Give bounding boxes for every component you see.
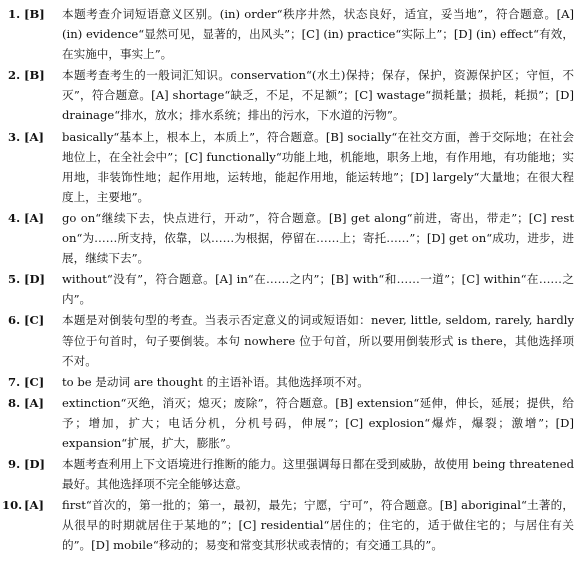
item-number: 6. bbox=[8, 313, 21, 328]
item-explanation: first“首次的，第一批的；第一，最初，最先；宁愿，宁可”，符合题意。[B] aboriginal“土著的，从很早的时期就居住于某地的”；[C] residential“居住的；住宅的，适于做住宅的；与居住有关的”。[D] mobile“移动的；易变和常变其形状或表情的；有交通工具的”。 bbox=[62, 498, 574, 553]
item-answer: [A] bbox=[24, 498, 44, 513]
item-explanation: basically“基本上，根本上，本质上”，符合题意。[B] socially“在社交方面，善于交际地；在社会地位上，在全社会中”；[C] functionally“功能上地，机能地，职务上地，有作用地，有功能地；实用地，非装饰性地；起作用地，运转地，能起作用地，能运转地”；[D] largely“大量地；在很大程度上，主要地”。 bbox=[62, 129, 574, 204]
item-number: 10. bbox=[2, 498, 23, 513]
answer-item-5 bbox=[6, 269, 574, 309]
answer-item-3 bbox=[6, 127, 574, 207]
item-answer: [B] bbox=[24, 68, 45, 83]
item-answer: [B] bbox=[24, 7, 45, 21]
answer-item-1 bbox=[6, 4, 574, 64]
item-number: 5. bbox=[8, 272, 21, 287]
item-number: 1. bbox=[8, 7, 21, 21]
item-explanation: 本题考查介词短语意义区别。(in) order“秩序井然，状态良好，适宜，妥当地”，符合题意。[A] (in) evidence“显然可见，显著的，出风头”；[C] (in) practice“实际上”；[D] (in) effect“有效，在实施中，事实上”。 bbox=[62, 7, 574, 62]
answer-explanations bbox=[2, 4, 574, 557]
item-number: 9. bbox=[8, 457, 21, 472]
item-explanation: to be 是动词 are thought 的主语补语。其他选择项不对。 bbox=[62, 374, 369, 389]
item-answer: [A] bbox=[24, 210, 44, 225]
item-number: 4. bbox=[8, 210, 21, 225]
item-explanation: 本题是对倒装句型的考查。当表示否定意义的词或短语如：never, little, seldom, rarely, hardly 等位于句首时，句子要倒装。本句 nowhere 位于句首，所以要用倒装形式 is there，其他选择项不对。 bbox=[62, 313, 574, 368]
answer-item-6 bbox=[6, 310, 574, 370]
item-answer: [C] bbox=[24, 374, 45, 389]
item-answer: [A] bbox=[24, 129, 44, 144]
answer-item-7 bbox=[6, 372, 574, 392]
answer-item-9 bbox=[6, 454, 574, 494]
answer-item-8 bbox=[6, 393, 574, 453]
item-number: 3. bbox=[8, 129, 21, 144]
item-explanation: go on“继续下去，快点进行，开动”，符合题意。[B] get along“前进，寄出，带走”；[C] rest on“为……所支持，依靠，以……为根据，停留在……上；寄托……”；[D] get on“成功，进步，进展，继续下去”。 bbox=[62, 210, 574, 266]
answer-item-4 bbox=[6, 208, 574, 268]
item-number: 7. bbox=[8, 374, 21, 389]
item-explanation: 本题考查利用上下文语境进行推断的能力。这里强调每日都在受到威胁，故使用 being threatened 最好。其他选择项不完全能够达意。 bbox=[62, 457, 574, 492]
item-answer: [C] bbox=[24, 313, 45, 328]
item-answer: [A] bbox=[24, 395, 44, 410]
item-explanation: without“没有”，符合题意。[A] in“在……之内”；[B] with“和……一道”；[C] within“在……之内”。 bbox=[62, 272, 574, 307]
item-number: 8. bbox=[8, 395, 21, 410]
item-explanation: extinction“灭绝，消灭；熄灭；废除”，符合题意。[B] extension“延伸，伸长，延展；提供，给予；增加，扩大；电话分机，分机号码，伸展”；[C] explosion“爆炸，爆裂；激增”；[D] expansion“扩展，扩大，膨胀”。 bbox=[62, 395, 574, 450]
item-number: 2. bbox=[8, 68, 21, 83]
item-answer: [D] bbox=[24, 272, 46, 287]
answer-item-10 bbox=[2, 495, 574, 555]
answer-item-2 bbox=[6, 65, 574, 125]
item-answer: [D] bbox=[24, 457, 46, 472]
item-explanation: 本题考查考生的一般词汇知识。conservation“(水土)保持；保存，保护，资源保护区；守恒，不灭”，符合题意。[A] shortage“缺乏，不足，不足额”；[C] wastage“损耗量；损耗，耗损”；[D] drainage“排水，放水；排水系统；排出的污水，下水道的污物”。 bbox=[62, 68, 574, 123]
